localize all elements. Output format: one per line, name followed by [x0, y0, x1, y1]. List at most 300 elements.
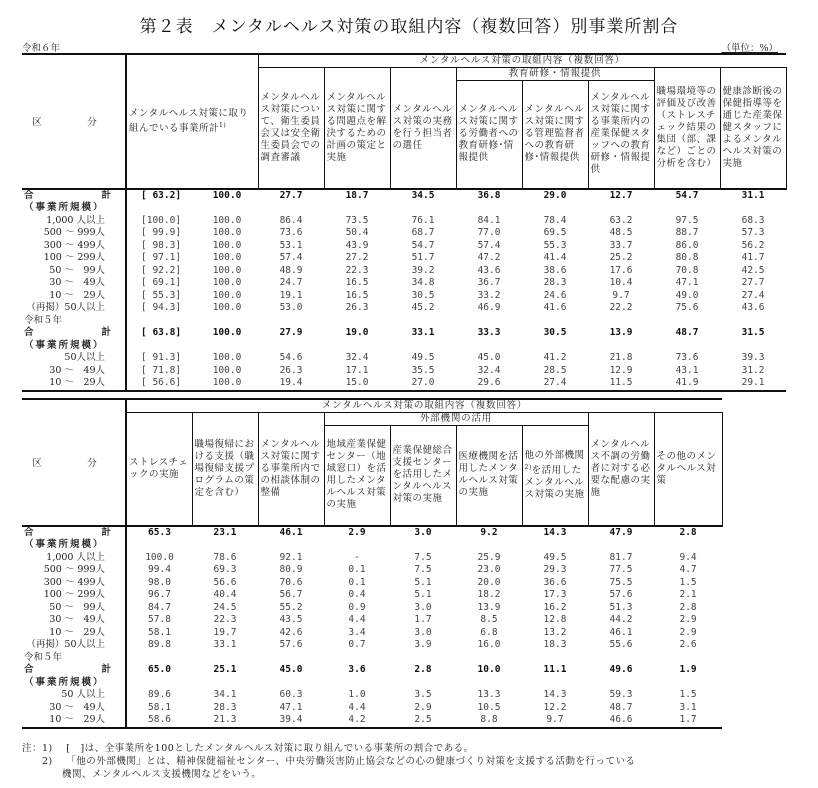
- value-cell: 14.3: [543, 689, 567, 700]
- value-cell: 0.4: [348, 589, 366, 600]
- size-label: 30 ～ 49人: [49, 614, 105, 625]
- row-label: [22, 526, 126, 540]
- value-cell: 29.1: [720, 377, 786, 391]
- value-cell: 34.5: [411, 189, 435, 201]
- size-label: 500 ～ 999人: [43, 564, 105, 575]
- value-cell: 24.5: [213, 601, 237, 613]
- size-label: 100 ～ 299人: [43, 252, 105, 263]
- bracket-ratio-cell: [ 94.3]: [141, 302, 182, 313]
- table-row: [22, 302, 786, 315]
- col-header-7: 職場環境等の評価及び改善（ストレスチェック結果の集団（部、課など）ごとの分析を含む）: [654, 68, 720, 189]
- value-cell: 100.0: [196, 377, 258, 391]
- total-row: [22, 189, 786, 203]
- value-cell: [126, 652, 192, 665]
- size-label: 1,000 人以上: [46, 214, 105, 226]
- row-label: [22, 290, 126, 303]
- value-cell: 26.3: [279, 364, 303, 376]
- value-cell: 46.1: [279, 526, 303, 538]
- table-row: [22, 227, 786, 240]
- value-cell: 42.6: [279, 626, 303, 638]
- value-cell: 45.2: [411, 302, 435, 313]
- value-cell: 68.3: [741, 214, 765, 226]
- value-cell: 11.5: [588, 377, 654, 391]
- value-cell: 27.4: [741, 289, 765, 301]
- value-cell: 78.6: [213, 551, 237, 563]
- value-cell: 56.7: [279, 589, 303, 600]
- value-cell: 34.1: [213, 689, 237, 700]
- value-cell: 33.7: [609, 239, 633, 251]
- value-cell: 5.1: [414, 576, 432, 588]
- sub-row: [22, 202, 786, 215]
- value-cell: 33.1: [411, 327, 435, 338]
- value-cell: 100.0: [212, 214, 242, 226]
- value-cell: 100.0: [212, 189, 242, 201]
- value-cell: 57.4: [477, 239, 501, 251]
- row-label: [22, 677, 126, 690]
- value-cell: 59.3: [609, 689, 633, 700]
- value-cell: 25.1: [213, 664, 237, 675]
- value-cell: 47.9: [609, 526, 633, 538]
- value-cell: 3.0: [414, 626, 432, 638]
- bracket-ratio-cell: [126, 315, 196, 328]
- value-cell: 27.9: [279, 327, 303, 338]
- measures-group-header-2: メンタルヘルス対策の取組内容（複数回答）: [126, 399, 722, 413]
- value-cell: 100.0: [212, 277, 242, 288]
- bracket-ratio-cell: [ 97.1]: [141, 252, 182, 263]
- value-cell: 41.2: [543, 352, 567, 363]
- value-cell: 96.7: [148, 589, 171, 600]
- value-cell: [522, 340, 588, 353]
- row-label: [22, 202, 126, 215]
- table-row: [22, 577, 722, 590]
- value-cell: 58.1: [148, 626, 171, 638]
- value-cell: 9.2: [480, 526, 498, 538]
- value-cell: 73.6: [675, 352, 699, 363]
- total-label-right: 計: [101, 526, 111, 538]
- value-cell: [196, 340, 258, 353]
- value-cell: 53.0: [279, 302, 303, 313]
- table-row: [22, 240, 786, 253]
- row-label: [22, 577, 126, 590]
- value-cell: 8.8: [456, 714, 522, 728]
- value-cell: 41.4: [543, 252, 567, 263]
- row-label: [22, 664, 126, 677]
- col2-header-4: 地域産業保健センター（地域窓口）を活用したメンタルヘルス対策の実施: [324, 426, 390, 526]
- year-row: [22, 315, 786, 328]
- table-row: [22, 702, 722, 715]
- value-cell: [192, 677, 258, 690]
- value-cell: 76.1: [411, 214, 435, 226]
- sub-row: [22, 340, 786, 353]
- value-cell: 21.3: [192, 714, 258, 728]
- value-cell: 0.7: [348, 639, 366, 650]
- value-cell: [720, 202, 786, 215]
- value-cell: [126, 539, 192, 552]
- value-cell: 29.6: [456, 377, 522, 391]
- value-cell: [324, 315, 390, 328]
- value-cell: 9.7: [522, 714, 588, 728]
- bracket-ratio-cell: [ 98.3]: [141, 239, 182, 251]
- value-cell: [258, 677, 324, 690]
- size-label: 50 ～ 99人: [49, 264, 105, 276]
- total-row: [22, 327, 786, 340]
- footnotes: [22, 742, 636, 781]
- value-cell: 23.1: [213, 526, 237, 538]
- bracket-ratio-cell: [ 99.9]: [141, 227, 182, 238]
- value-cell: 98.0: [148, 576, 171, 588]
- value-cell: 49.0: [675, 289, 699, 301]
- value-cell: 43.9: [345, 239, 369, 251]
- value-cell: 58.6: [126, 714, 192, 728]
- value-cell: 12.8: [543, 614, 567, 625]
- value-cell: 3.9: [414, 639, 432, 650]
- value-cell: 8.5: [480, 614, 498, 625]
- value-cell: 2.8: [679, 601, 697, 613]
- row-label: [22, 552, 126, 565]
- value-cell: [258, 315, 324, 328]
- value-cell: 2.6: [679, 639, 697, 650]
- table-row: [22, 639, 722, 652]
- value-cell: 44.2: [609, 614, 633, 625]
- size-label: 1,000 人以上: [46, 551, 105, 563]
- bracket-ratio-cell: [126, 340, 196, 353]
- size-label: 30 ～ 49人: [49, 364, 105, 376]
- footnote-2: 2) 「他の外部機関」とは、精神保健福祉センター、中央労働災害防止協会などの心の健康づくり対策を支援する活動を行っている: [22, 756, 636, 767]
- value-cell: 16.0: [477, 639, 501, 650]
- value-cell: 56.6: [213, 576, 237, 588]
- value-cell: 32.4: [345, 352, 369, 363]
- value-cell: 7.5: [414, 551, 432, 563]
- value-cell: 47.2: [477, 252, 501, 263]
- kubun-header-2: 区 分: [22, 399, 126, 526]
- value-cell: [588, 677, 654, 690]
- col2-header-1: ストレスチェックの実施: [126, 413, 192, 526]
- value-cell: 50.4: [345, 227, 369, 238]
- value-cell: 1.9: [679, 664, 697, 675]
- value-cell: 100.0: [212, 302, 242, 313]
- row-label: [22, 589, 126, 602]
- value-cell: 18.3: [543, 639, 567, 650]
- value-cell: 55.2: [279, 601, 303, 613]
- year-subheading: 令和５年: [24, 651, 63, 663]
- value-cell: 1.7: [654, 714, 722, 728]
- value-cell: 78.4: [543, 214, 567, 226]
- col-header-5: メンタルヘルス対策に関する管理監督者への教育研修･情報提供: [522, 81, 588, 189]
- value-cell: [324, 652, 390, 665]
- value-cell: 13.3: [477, 689, 501, 700]
- table-row: [22, 614, 722, 627]
- value-cell: 84.7: [148, 601, 171, 613]
- value-cell: 17.6: [609, 264, 633, 276]
- value-cell: [456, 652, 522, 665]
- value-cell: 89.6: [148, 689, 171, 700]
- value-cell: 24.6: [543, 289, 567, 301]
- value-cell: 43.5: [279, 614, 303, 625]
- col2-header-3: メンタルヘルス対策に関する事業所内での相談体制の整備: [258, 413, 324, 526]
- row-label: [22, 377, 126, 391]
- value-cell: [390, 202, 456, 215]
- year-row: [22, 652, 722, 665]
- row-label: [22, 689, 126, 702]
- value-cell: 69.5: [543, 227, 567, 238]
- size-label: 30 ～ 49人: [49, 701, 105, 713]
- value-cell: 29.0: [543, 189, 567, 201]
- size-label: 300 ～ 499人: [43, 239, 105, 251]
- size-label: 50人以上: [64, 352, 105, 363]
- value-cell: 27.2: [345, 252, 369, 263]
- row-label: [22, 627, 126, 640]
- row-label: [22, 702, 126, 715]
- value-cell: 13.2: [543, 626, 567, 638]
- value-cell: [720, 315, 786, 328]
- value-cell: 46.6: [588, 714, 654, 728]
- bracket-ratio-cell: [ 69.1]: [141, 277, 182, 288]
- value-cell: 0.1: [348, 576, 366, 588]
- value-cell: 36.8: [477, 189, 501, 201]
- row-label: [22, 340, 126, 353]
- value-cell: 33.2: [477, 289, 501, 301]
- size-subheading: （事業所規模）: [24, 339, 105, 351]
- value-cell: 3.6: [348, 664, 366, 675]
- value-cell: 65.0: [148, 664, 171, 675]
- size-label: （再掲）50人以上: [26, 302, 105, 313]
- value-cell: 100.0: [212, 327, 242, 338]
- value-cell: 10.5: [477, 701, 501, 713]
- size-label: 10 ～ 29人: [49, 377, 105, 388]
- total-row: [22, 664, 722, 677]
- size-subheading: （事業所規模）: [24, 676, 105, 688]
- table-row: [22, 252, 786, 265]
- size-label: 10 ～ 29人: [49, 714, 105, 725]
- value-cell: 19.7: [213, 626, 237, 638]
- bracket-ratio-cell: [ 55.3]: [141, 289, 182, 301]
- total-label-left: 合: [24, 664, 34, 675]
- value-cell: [522, 539, 588, 552]
- sub-row: [22, 539, 722, 552]
- value-cell: 54.7: [675, 189, 699, 201]
- value-cell: 4.7: [679, 564, 697, 575]
- row-label: [22, 189, 126, 203]
- value-cell: 100.0: [212, 289, 242, 301]
- education-group-header: 教育研修・情報提供: [456, 68, 654, 81]
- value-cell: 100.0: [212, 227, 242, 238]
- col-header-6: メンタルヘルス対策に関する事業所内の産業保健スタッフへの教育研修・情報提供: [588, 81, 654, 189]
- value-cell: 17.1: [345, 364, 369, 376]
- value-cell: [456, 340, 522, 353]
- value-cell: 4.4: [348, 701, 366, 713]
- value-cell: 100.0: [145, 551, 174, 563]
- value-cell: [258, 340, 324, 353]
- value-cell: 17.3: [543, 589, 567, 600]
- value-cell: [654, 677, 722, 690]
- value-cell: [390, 539, 456, 552]
- value-cell: 56.2: [741, 239, 765, 251]
- value-cell: 4.4: [348, 614, 366, 625]
- sub-row: [22, 677, 722, 690]
- bracket-ratio-cell: [ 63.2]: [141, 189, 182, 201]
- value-cell: 27.7: [741, 277, 765, 288]
- value-cell: [192, 652, 258, 665]
- value-cell: 46.9: [477, 302, 501, 313]
- value-cell: 28.3: [543, 277, 567, 288]
- table-row: [22, 365, 786, 378]
- size-label: 50 人以上: [61, 689, 105, 700]
- value-cell: [522, 652, 588, 665]
- value-cell: 41.6: [543, 302, 567, 313]
- value-cell: 2.9: [414, 701, 432, 713]
- value-cell: 22.3: [345, 264, 369, 276]
- col2-header-8: メンタルヘルス不調の労働者に対する必要な配慮の実施: [588, 413, 654, 526]
- total-label-left: 合: [24, 526, 34, 538]
- value-cell: 2.9: [348, 526, 366, 538]
- value-cell: 19.1: [279, 289, 303, 301]
- external-group-header: 外部機関の活用: [324, 413, 588, 426]
- value-cell: 46.1: [609, 626, 633, 638]
- value-cell: 30.5: [411, 289, 435, 301]
- value-cell: [390, 340, 456, 353]
- value-cell: 63.2: [609, 214, 633, 226]
- value-cell: 36.7: [477, 277, 501, 288]
- value-cell: 2.1: [679, 589, 697, 600]
- value-cell: 13.9: [477, 601, 501, 613]
- value-cell: [588, 340, 654, 353]
- value-cell: 69.3: [213, 564, 237, 575]
- col-header-1: メンタルヘルス対策について、衛生委員会又は安全衛生委員会での調査審議: [258, 68, 324, 189]
- col2-header-9: その他のメンタルヘルス対策: [654, 413, 722, 526]
- measures-group-header: メンタルヘルス対策の取組内容（複数回答）: [258, 54, 786, 68]
- col2-header-7: 他の外部機関$^{2)}$を活用したメンタルヘルス対策の実施: [522, 426, 588, 526]
- value-cell: 70.8: [675, 264, 699, 276]
- value-cell: 39.2: [411, 264, 435, 276]
- value-cell: 53.1: [279, 239, 303, 251]
- total-label-left: 合: [24, 327, 34, 338]
- size-label: （再掲）50人以上: [26, 639, 105, 650]
- value-cell: 73.6: [279, 227, 303, 238]
- value-cell: 26.3: [345, 302, 369, 313]
- value-cell: 100.0: [212, 352, 242, 363]
- row-label: [22, 365, 126, 378]
- value-cell: 40.4: [213, 589, 237, 600]
- value-cell: [390, 315, 456, 328]
- value-cell: [654, 652, 722, 665]
- footnote-2-cont: 機関、メンタルヘルス支援機関などをいう。: [22, 769, 262, 780]
- value-cell: 0.1: [348, 564, 366, 575]
- value-cell: 25.2: [609, 252, 633, 263]
- value-cell: 45.0: [477, 352, 501, 363]
- value-cell: 27.4: [522, 377, 588, 391]
- col2-header-5: 産業保健総合支援センターを活用したメンタルヘルス対策の実施: [390, 426, 456, 526]
- value-cell: 22.2: [609, 302, 633, 313]
- value-cell: [324, 340, 390, 353]
- value-cell: 48.9: [279, 264, 303, 276]
- value-cell: 51.3: [609, 601, 633, 613]
- value-cell: 86.0: [675, 239, 699, 251]
- col2-header-2: 職場復帰における支援（職場復帰支援プログラムの策定を含む）: [192, 413, 258, 526]
- value-cell: 1.7: [414, 614, 432, 625]
- table-row: [22, 265, 786, 278]
- value-cell: 81.7: [609, 551, 633, 563]
- year-label: 令和６年: [22, 43, 61, 54]
- value-cell: 38.6: [543, 264, 567, 276]
- value-cell: [456, 539, 522, 552]
- value-cell: 1.5: [679, 689, 697, 700]
- row-label: [22, 639, 126, 652]
- value-cell: 9.4: [679, 551, 697, 563]
- value-cell: 7.5: [414, 564, 432, 575]
- table-2: [22, 398, 723, 729]
- value-cell: 39.3: [741, 352, 765, 363]
- value-cell: [456, 315, 522, 328]
- value-cell: [588, 652, 654, 665]
- value-cell: 47.1: [675, 277, 699, 288]
- value-cell: 19.0: [345, 327, 369, 338]
- value-cell: [126, 677, 192, 690]
- value-cell: [456, 677, 522, 690]
- value-cell: 12.2: [543, 701, 567, 713]
- row-label: [22, 315, 126, 328]
- col2-header-6: 医療機関を活用したメンタルヘルス対策の実施: [456, 426, 522, 526]
- value-cell: 19.4: [258, 377, 324, 391]
- value-cell: 16.5: [345, 277, 369, 288]
- value-cell: 2.9: [679, 626, 697, 638]
- value-cell: [588, 315, 654, 328]
- table-row: [22, 552, 722, 565]
- col-header-2: メンタルヘルス対策に関する問題点を解決するための計画の策定と実施: [324, 68, 390, 189]
- value-cell: 92.1: [279, 551, 303, 563]
- value-cell: [522, 202, 588, 215]
- value-cell: 22.3: [213, 614, 237, 625]
- value-cell: 23.0: [477, 564, 501, 575]
- value-cell: 100.0: [212, 239, 242, 251]
- value-cell: 51.7: [411, 252, 435, 263]
- value-cell: 45.0: [279, 664, 303, 675]
- row-label: [22, 252, 126, 265]
- value-cell: 75.6: [675, 302, 699, 313]
- value-cell: 97.5: [675, 214, 699, 226]
- bracket-ratio-cell: [ 92.2]: [141, 264, 182, 276]
- col-header-4: メンタルヘルス対策に関する労働者への教育研修･情報提供: [456, 81, 522, 189]
- value-cell: [456, 202, 522, 215]
- row-label: [22, 614, 126, 627]
- unit-label: （単位：%）: [721, 43, 778, 54]
- value-cell: [522, 677, 588, 690]
- table-1: [22, 53, 787, 392]
- value-cell: [522, 315, 588, 328]
- total-label-right: 計: [101, 189, 111, 201]
- value-cell: 16.2: [543, 601, 567, 613]
- value-cell: 24.7: [279, 277, 303, 288]
- value-cell: 54.6: [279, 352, 303, 363]
- table-row: [22, 352, 786, 365]
- value-cell: 89.8: [148, 639, 171, 650]
- bracket-ratio-cell: [ 91.3]: [141, 352, 182, 363]
- footnote-1: 注：1) [ ]は、全事業所を100としたメンタルヘルス対策に取り組んでいる事業所の割合である。: [22, 743, 474, 754]
- value-cell: 5.1: [414, 589, 432, 600]
- value-cell: 16.5: [345, 289, 369, 301]
- value-cell: 32.4: [477, 364, 501, 376]
- table-row: [22, 714, 722, 728]
- size-subheading: （事業所規模）: [24, 539, 105, 550]
- page-title: 第２表 メンタルヘルス対策の取組内容（複数回答）別事業所割合: [139, 17, 679, 37]
- table-row: [22, 290, 786, 303]
- value-cell: 3.4: [348, 626, 366, 638]
- value-cell: 80.8: [675, 252, 699, 263]
- value-cell: 54.7: [411, 239, 435, 251]
- value-cell: 12.9: [609, 364, 633, 376]
- value-cell: 48.7: [675, 327, 699, 338]
- value-cell: 3.0: [414, 601, 432, 613]
- value-cell: [720, 340, 786, 353]
